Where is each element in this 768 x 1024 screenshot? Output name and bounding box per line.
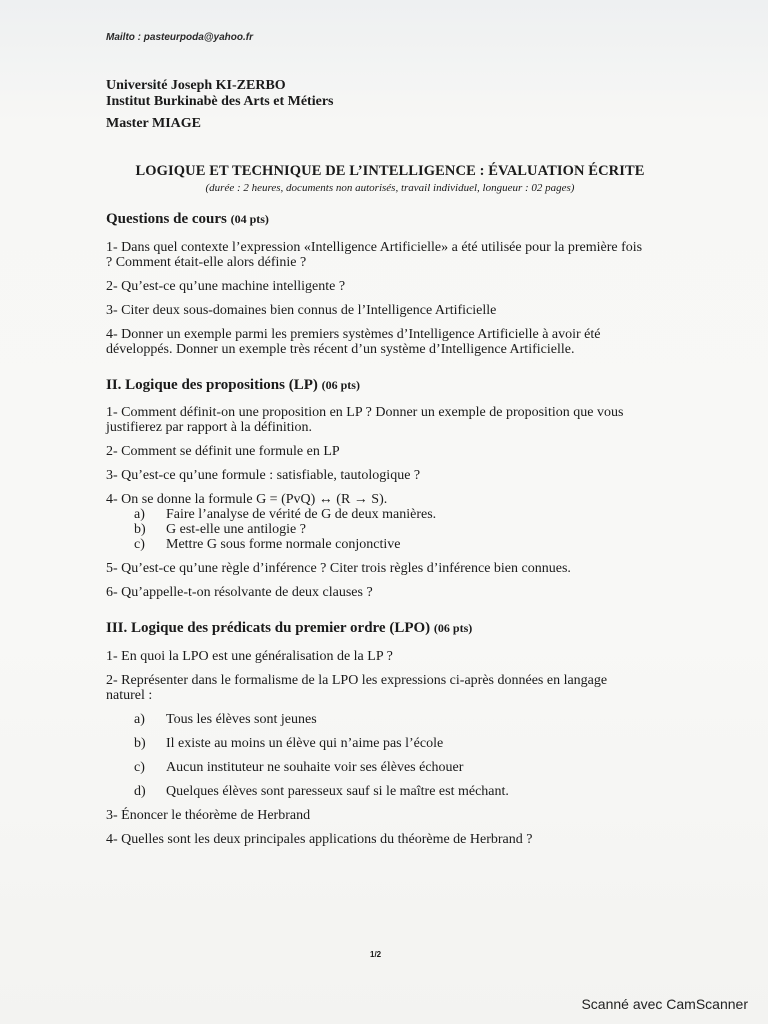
section-title [106, 620, 646, 637]
subitem [134, 537, 646, 552]
section-course-questions [106, 211, 646, 357]
subitem-text: Faire l’analyse de vérité de G de deux manières. [166, 507, 437, 522]
question-item: 3- Énoncer le théorème de Herbrand [106, 808, 311, 823]
mailto-line: Mailto : pasteurpoda@yahoo.fr [106, 32, 253, 43]
subitem-label: b) [134, 522, 146, 537]
section-title [106, 211, 646, 228]
camscanner-watermark: Scanné avec CamScanner [581, 996, 748, 1012]
subitem-text: Tous les élèves sont jeunes [166, 712, 317, 727]
subitem-text: Il existe au moins un élève qui n’aime pas l’école [166, 736, 444, 751]
question-item: 2- Comment se définit une formule en LP [106, 444, 340, 459]
subitem [134, 784, 646, 799]
question-item: 5- Qu’est-ce qu’une règle d’inférence ? Citer trois règles d’inférence bien connues. [106, 561, 571, 576]
subitem [134, 736, 646, 751]
section-points: (06 pts) [321, 378, 360, 392]
subitem-label: c) [134, 537, 145, 552]
question-item: 2- Représenter dans le formalisme de la LPO les expressions ci-après données en langage naturel : [106, 673, 608, 703]
subitem-list [106, 507, 646, 552]
university-name: Université Joseph KI-ZERBO [106, 78, 286, 93]
question-item: 1- En quoi la LPO est une généralisation de la LP ? [106, 649, 393, 664]
subitem-text: Quelques élèves sont paresseux sauf si le maître est méchant. [166, 784, 509, 799]
section-title [106, 377, 646, 394]
subitem-label: b) [134, 736, 146, 751]
question-item: 2- Qu’est-ce qu’une machine intelligente ? [106, 279, 346, 294]
exam-title: LOGIQUE ET TECHNIQUE DE L’INTELLIGENCE : ÉVALUATION ÉCRITE [135, 163, 645, 179]
section-title-text: II. Logique des propositions (LP) [106, 377, 318, 393]
section-propositional-logic [106, 377, 646, 600]
subitem [134, 712, 646, 727]
subitem-text: Aucun instituteur ne souhaite voir ses élèves échouer [166, 760, 464, 775]
question-item: 3- Qu’est-ce qu’une formule : satisfiable, tautologique ? [106, 468, 421, 483]
exam-subtitle: (durée : 2 heures, documents non autorisés, travail individuel, longueur : 02 pages) [205, 182, 575, 194]
program-name: Master MIAGE [106, 116, 201, 131]
question-item: 4- Quelles sont les deux principales applications du théorème de Herbrand ? [106, 832, 533, 847]
subitem-label: a) [134, 507, 145, 522]
section-title-text: Questions de cours [106, 211, 227, 227]
question-item: 6- Qu’appelle-t-on résolvante de deux clauses ? [106, 585, 373, 600]
subitem-label: d) [134, 784, 146, 799]
subitem-list [106, 712, 646, 799]
subitem-text: G est-elle une antilogie ? [166, 522, 306, 537]
question-item: 1- Dans quel contexte l’expression «Intelligence Artificielle» a été utilisée pour la première fois ? Comment était-elle alors définie ? [106, 240, 643, 270]
subitem-label: c) [134, 760, 145, 775]
subitem [134, 760, 646, 775]
question-item: 3- Citer deux sous-domaines bien connus de l’Intelligence Artificielle [106, 303, 497, 318]
subitem [134, 522, 646, 537]
section-title-text: III. Logique des prédicats du premier ordre (LPO) [106, 620, 431, 636]
section-points: (06 pts) [433, 621, 473, 635]
question-item: 1- Comment définit-on une proposition en LP ? Donner un exemple de proposition que vous justifierez par rapport à la définition. [106, 405, 624, 435]
subitem-text: Mettre G sous forme normale conjonctive [166, 537, 401, 552]
page-number: 1/2 [370, 950, 382, 959]
institution-header [106, 78, 334, 132]
institute-name: Institut Burkinabè des Arts et Métiers [106, 94, 334, 109]
section-predicate-logic [106, 620, 646, 847]
question-item: 4- On se donne la formule G = (PvQ) ↔ (R → S). [106, 492, 388, 507]
subitem [134, 507, 646, 522]
subitem-label: a) [134, 712, 145, 727]
exam-content [106, 207, 646, 847]
section-points: (04 pts) [230, 212, 269, 226]
question-item: 4- Donner un exemple parmi les premiers systèmes d’Intelligence Artificielle à avoir été développés. Donner un exemple très récent d’un système d’Intelligence Artificielle. [106, 327, 601, 357]
